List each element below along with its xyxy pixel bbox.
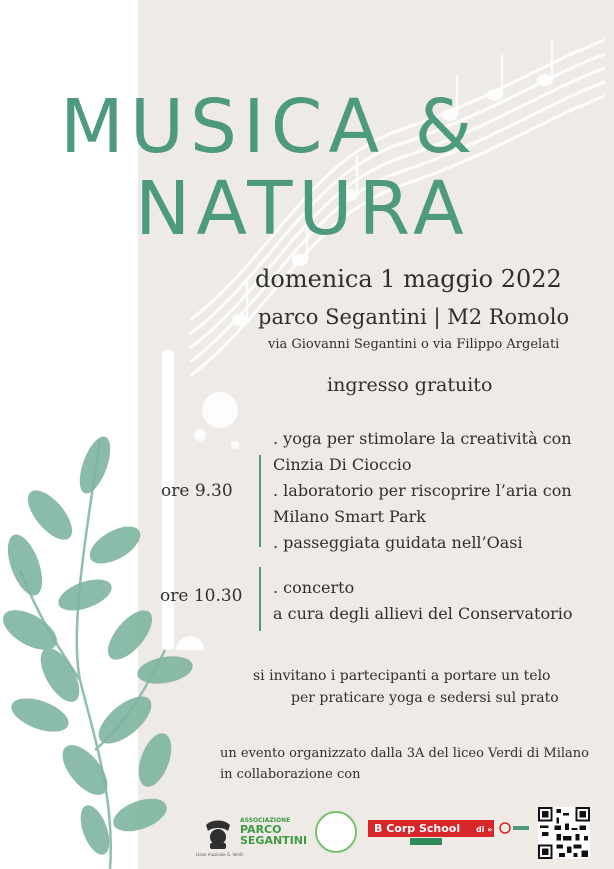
parco-logo-small-text: ASSOCIAZIONE bbox=[240, 817, 291, 824]
bcorp-logo-suffix: di » bbox=[475, 825, 493, 834]
entry-info: ingresso gratuito bbox=[327, 374, 493, 396]
program-divider-1 bbox=[259, 455, 261, 547]
program-line: . yoga per stimolare la creatività con bbox=[273, 429, 572, 448]
title-line-2: NATURA bbox=[135, 166, 470, 252]
program-line: Cinzia Di Cioccio bbox=[273, 455, 412, 474]
bcorp-logo-text: B Corp School bbox=[374, 822, 461, 835]
program-divider-2 bbox=[259, 567, 261, 631]
event-date: domenica 1 maggio 2022 bbox=[255, 265, 562, 293]
parco-logo-text-1: PARCO bbox=[240, 823, 282, 836]
smart-park-logo bbox=[315, 811, 357, 853]
liceo-verdi-logo bbox=[198, 815, 238, 855]
qr-code[interactable] bbox=[538, 807, 590, 859]
program-line: . passeggiata guidata nell’Oasi bbox=[273, 533, 523, 552]
event-address: via Giovanni Segantini o via Filippo Argelati bbox=[268, 337, 560, 352]
program-line: a cura degli allievi del Conservatorio bbox=[273, 604, 573, 623]
program-time-1: ore 9.30 bbox=[161, 481, 233, 501]
parco-segantini-logo bbox=[240, 818, 308, 848]
program-time-2: ore 10.30 bbox=[160, 586, 243, 606]
note-line-2: per praticare yoga e sedersi sul prato bbox=[291, 690, 559, 706]
bcorp-school-logo bbox=[368, 820, 494, 837]
event-venue: parco Segantini | M2 Romolo bbox=[258, 305, 570, 329]
title-line-1: MUSICA & bbox=[60, 84, 479, 170]
program-line: Milano Smart Park bbox=[273, 507, 426, 526]
program-line: . laboratorio per riscoprire l’aria con bbox=[273, 481, 572, 500]
organizer-line-1: un evento organizzato dalla 3A del liceo Verdi di Milano bbox=[220, 746, 589, 761]
liceo-verdi-caption: Liceo musicale G. Verdi bbox=[196, 852, 243, 857]
bcorp-ribbon bbox=[410, 838, 442, 845]
note-line-1: si invitano i partecipanti a portare un telo bbox=[253, 668, 551, 684]
partner-logo bbox=[499, 820, 531, 836]
program-line: . concerto bbox=[273, 578, 355, 597]
organizer-line-2: in collaborazione con bbox=[220, 767, 361, 782]
parco-logo-text-2: SEGANTINI bbox=[240, 834, 308, 847]
